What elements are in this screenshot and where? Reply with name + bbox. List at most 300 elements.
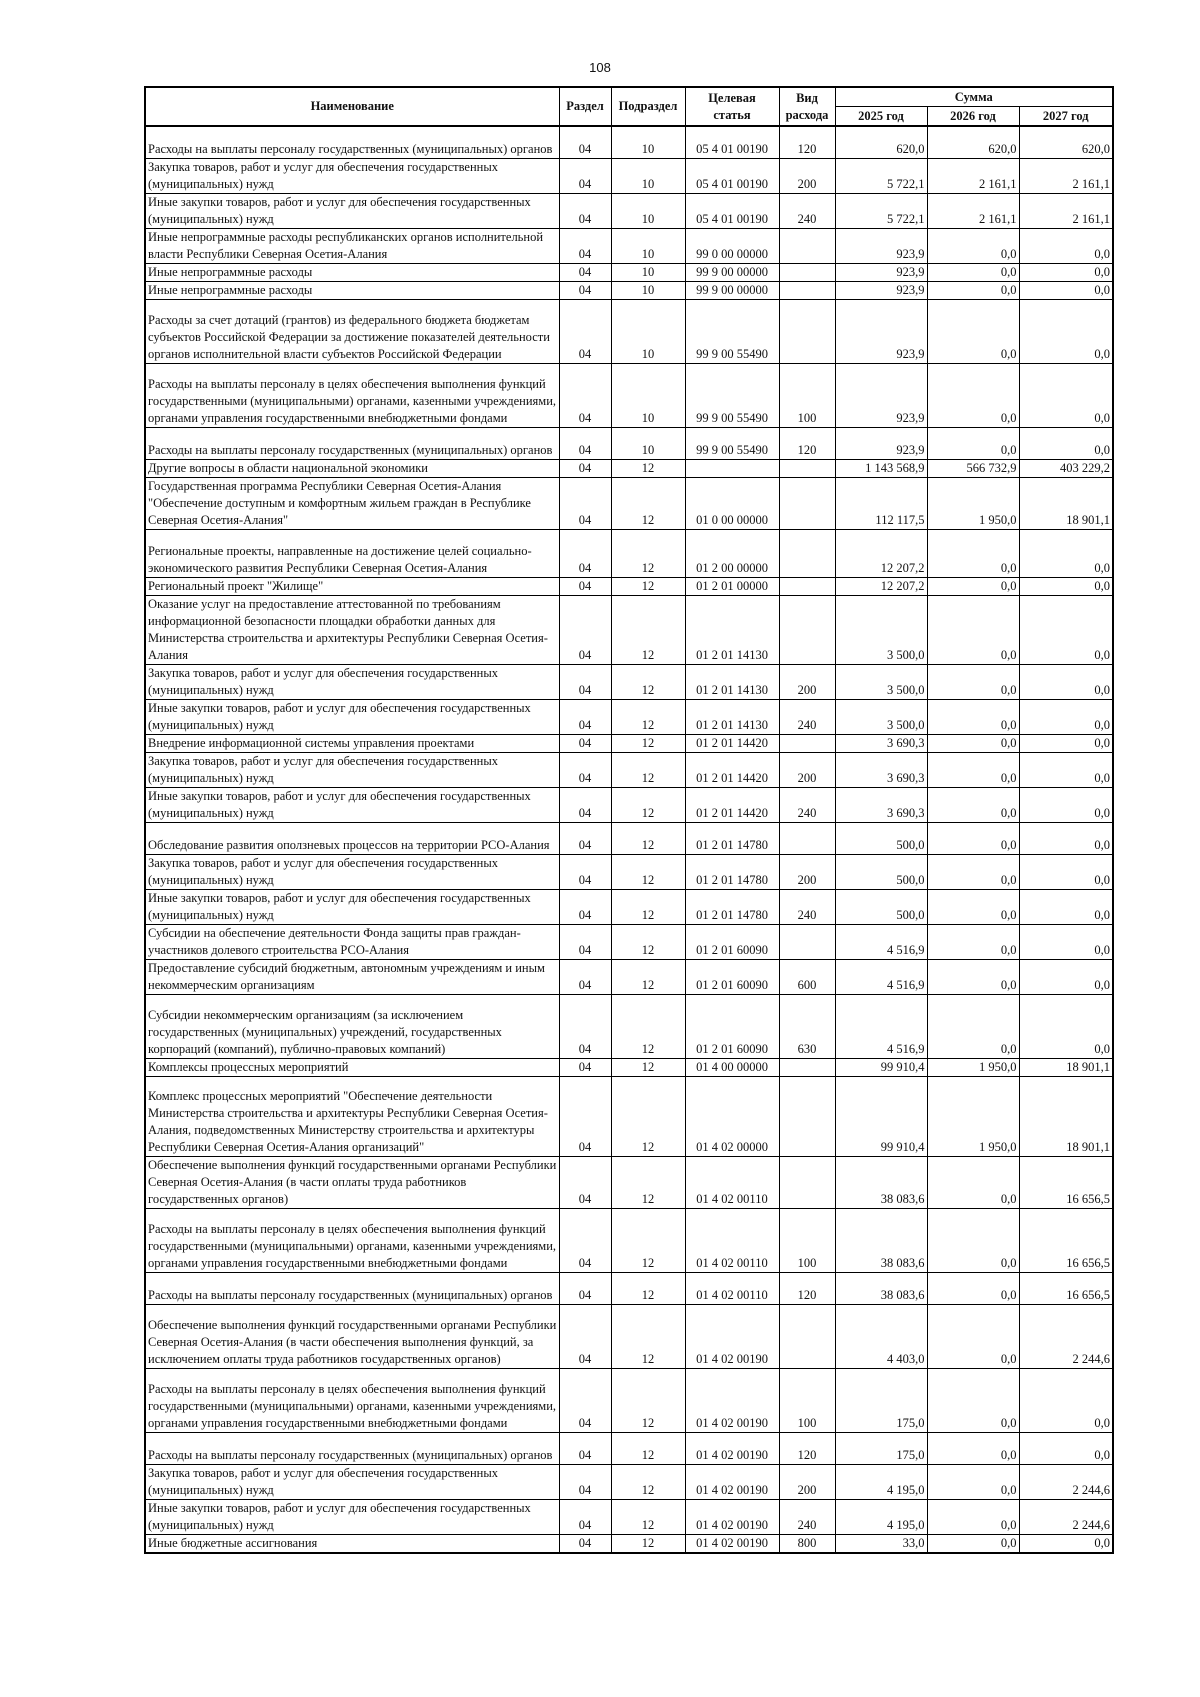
row-amount-2027: 2 161,1 <box>1019 193 1113 228</box>
row-section: 04 <box>559 281 611 299</box>
row-subsection: 12 <box>611 1432 685 1464</box>
row-section: 04 <box>559 822 611 854</box>
row-name: Иные закупки товаров, работ и услуг для обеспечения государственных (муниципальных) нужд <box>145 1499 559 1534</box>
row-kind <box>779 1304 835 1368</box>
row-subsection: 12 <box>611 1464 685 1499</box>
row-kind: 120 <box>779 427 835 459</box>
row-subsection: 12 <box>611 1304 685 1368</box>
row-target: 01 4 02 00190 <box>685 1499 779 1534</box>
row-section: 04 <box>559 595 611 664</box>
row-amount-2026: 0,0 <box>927 228 1019 263</box>
row-subsection: 12 <box>611 1076 685 1156</box>
table-row <box>145 1499 1113 1534</box>
row-section: 04 <box>559 1432 611 1464</box>
row-subsection: 12 <box>611 787 685 822</box>
row-amount-2027: 0,0 <box>1019 734 1113 752</box>
row-kind: 120 <box>779 126 835 158</box>
row-kind <box>779 228 835 263</box>
row-amount-2026: 0,0 <box>927 1432 1019 1464</box>
row-amount-2026: 1 950,0 <box>927 477 1019 529</box>
row-name: Государственная программа Республики Северная Осетия-Алания "Обеспечение доступным и комфортным жильем граждан в Республике Северная Осетия-Алания" <box>145 477 559 529</box>
row-subsection: 12 <box>611 459 685 477</box>
budget-table <box>144 86 1114 1554</box>
row-target: 01 4 02 00190 <box>685 1534 779 1553</box>
row-section: 04 <box>559 126 611 158</box>
table-row <box>145 734 1113 752</box>
table-row <box>145 126 1113 158</box>
table-row <box>145 1464 1113 1499</box>
row-subsection: 10 <box>611 281 685 299</box>
header-name: Наименование <box>145 87 559 126</box>
row-subsection: 12 <box>611 1058 685 1076</box>
table-row <box>145 994 1113 1058</box>
row-name: Обеспечение выполнения функций государственными органами Республики Северная Осетия-Алания (в части обеспечения выполнения функций, за исключением оплаты труда работников государственных органов) <box>145 1304 559 1368</box>
row-subsection: 12 <box>611 1208 685 1272</box>
row-section: 04 <box>559 1272 611 1304</box>
row-subsection: 12 <box>611 822 685 854</box>
row-name: Внедрение информационной системы управления проектами <box>145 734 559 752</box>
row-subsection: 12 <box>611 994 685 1058</box>
row-amount-2026: 0,0 <box>927 699 1019 734</box>
row-amount-2027: 0,0 <box>1019 994 1113 1058</box>
row-target: 99 0 00 00000 <box>685 228 779 263</box>
row-amount-2026: 0,0 <box>927 281 1019 299</box>
row-amount-2027: 2 161,1 <box>1019 158 1113 193</box>
row-target: 01 2 01 14420 <box>685 752 779 787</box>
row-amount-2026: 0,0 <box>927 854 1019 889</box>
row-amount-2026: 1 950,0 <box>927 1076 1019 1156</box>
row-amount-2026: 0,0 <box>927 299 1019 363</box>
header-kind-line2: расхода <box>785 107 829 122</box>
row-kind <box>779 924 835 959</box>
table-row <box>145 1076 1113 1156</box>
row-section: 04 <box>559 1368 611 1432</box>
table-row <box>145 959 1113 994</box>
row-amount-2026: 0,0 <box>927 363 1019 427</box>
header-year-2025: 2025 год <box>835 107 927 127</box>
row-target: 99 9 00 55490 <box>685 363 779 427</box>
row-section: 04 <box>559 299 611 363</box>
row-amount-2027: 0,0 <box>1019 664 1113 699</box>
row-section: 04 <box>559 664 611 699</box>
row-section: 04 <box>559 1208 611 1272</box>
row-amount-2025: 923,9 <box>835 363 927 427</box>
row-amount-2025: 112 117,5 <box>835 477 927 529</box>
row-subsection: 10 <box>611 299 685 363</box>
row-kind: 240 <box>779 699 835 734</box>
table-row <box>145 699 1113 734</box>
row-amount-2025: 12 207,2 <box>835 577 927 595</box>
row-amount-2026: 566 732,9 <box>927 459 1019 477</box>
row-subsection: 12 <box>611 1156 685 1208</box>
row-section: 04 <box>559 854 611 889</box>
table-row <box>145 158 1113 193</box>
row-amount-2026: 1 950,0 <box>927 1058 1019 1076</box>
row-subsection: 12 <box>611 854 685 889</box>
row-amount-2027: 0,0 <box>1019 529 1113 577</box>
row-amount-2025: 3 500,0 <box>835 664 927 699</box>
row-amount-2026: 0,0 <box>927 1499 1019 1534</box>
row-amount-2027: 2 244,6 <box>1019 1304 1113 1368</box>
row-kind: 600 <box>779 959 835 994</box>
row-amount-2027: 2 244,6 <box>1019 1499 1113 1534</box>
row-amount-2025: 175,0 <box>835 1432 927 1464</box>
row-kind: 630 <box>779 994 835 1058</box>
row-name: Закупка товаров, работ и услуг для обеспечения государственных (муниципальных) нужд <box>145 854 559 889</box>
header-target <box>685 87 779 126</box>
row-name: Расходы на выплаты персоналу в целях обеспечения выполнения функций государственными (муниципальными) органами, казенными учреждениями, органами управления государственными внебюджетными фондами <box>145 1208 559 1272</box>
row-amount-2027: 18 901,1 <box>1019 477 1113 529</box>
row-target: 01 4 02 00110 <box>685 1156 779 1208</box>
row-amount-2027: 2 244,6 <box>1019 1464 1113 1499</box>
row-name: Расходы на выплаты персоналу в целях обеспечения выполнения функций государственными (муниципальными) органами, казенными учреждениями, органами управления государственными внебюджетными фондами <box>145 1368 559 1432</box>
table-row <box>145 299 1113 363</box>
row-kind <box>779 577 835 595</box>
row-amount-2027: 0,0 <box>1019 699 1113 734</box>
row-amount-2027: 0,0 <box>1019 924 1113 959</box>
table-row <box>145 595 1113 664</box>
table-row <box>145 1272 1113 1304</box>
row-name: Закупка товаров, работ и услуг для обеспечения государственных (муниципальных) нужд <box>145 752 559 787</box>
row-target: 01 2 01 14780 <box>685 854 779 889</box>
table-row <box>145 529 1113 577</box>
row-name: Другие вопросы в области национальной экономики <box>145 459 559 477</box>
row-kind: 200 <box>779 854 835 889</box>
row-name: Комплексы процессных мероприятий <box>145 1058 559 1076</box>
row-subsection: 12 <box>611 595 685 664</box>
row-kind <box>779 477 835 529</box>
row-name: Расходы на выплаты персоналу государственных (муниципальных) органов <box>145 1272 559 1304</box>
row-amount-2027: 0,0 <box>1019 1368 1113 1432</box>
row-amount-2026: 0,0 <box>927 959 1019 994</box>
row-amount-2025: 923,9 <box>835 281 927 299</box>
row-amount-2026: 0,0 <box>927 1304 1019 1368</box>
row-amount-2026: 0,0 <box>927 924 1019 959</box>
row-amount-2026: 2 161,1 <box>927 193 1019 228</box>
row-subsection: 12 <box>611 1534 685 1553</box>
row-section: 04 <box>559 529 611 577</box>
row-section: 04 <box>559 1076 611 1156</box>
row-amount-2025: 923,9 <box>835 427 927 459</box>
row-kind <box>779 1076 835 1156</box>
row-kind <box>779 281 835 299</box>
row-name: Обеспечение выполнения функций государственными органами Республики Северная Осетия-Алания (в части оплаты труда работников государственных органов) <box>145 1156 559 1208</box>
row-kind: 200 <box>779 752 835 787</box>
row-target: 05 4 01 00190 <box>685 158 779 193</box>
table-row <box>145 854 1113 889</box>
row-amount-2025: 38 083,6 <box>835 1208 927 1272</box>
row-target: 01 2 00 00000 <box>685 529 779 577</box>
row-section: 04 <box>559 959 611 994</box>
row-target: 01 0 00 00000 <box>685 477 779 529</box>
row-section: 04 <box>559 734 611 752</box>
row-kind: 100 <box>779 1368 835 1432</box>
table-row <box>145 889 1113 924</box>
row-target: 99 9 00 00000 <box>685 281 779 299</box>
row-amount-2027: 0,0 <box>1019 427 1113 459</box>
row-subsection: 12 <box>611 752 685 787</box>
row-kind: 100 <box>779 1208 835 1272</box>
row-subsection: 12 <box>611 529 685 577</box>
row-amount-2027: 0,0 <box>1019 595 1113 664</box>
row-amount-2026: 0,0 <box>927 1272 1019 1304</box>
table-row <box>145 477 1113 529</box>
row-name: Расходы на выплаты персоналу государственных (муниципальных) органов <box>145 427 559 459</box>
row-amount-2026: 0,0 <box>927 529 1019 577</box>
row-amount-2025: 3 500,0 <box>835 595 927 664</box>
row-target: 01 2 01 14420 <box>685 787 779 822</box>
row-subsection: 10 <box>611 427 685 459</box>
row-name: Региональный проект "Жилище" <box>145 577 559 595</box>
row-section: 04 <box>559 158 611 193</box>
table-row <box>145 752 1113 787</box>
row-kind: 240 <box>779 787 835 822</box>
header-section: Раздел <box>559 87 611 126</box>
row-amount-2025: 923,9 <box>835 299 927 363</box>
row-amount-2026: 0,0 <box>927 263 1019 281</box>
row-kind: 200 <box>779 664 835 699</box>
row-target: 01 2 01 14420 <box>685 734 779 752</box>
row-amount-2026: 0,0 <box>927 752 1019 787</box>
row-kind: 240 <box>779 1499 835 1534</box>
row-amount-2026: 0,0 <box>927 1156 1019 1208</box>
row-amount-2027: 0,0 <box>1019 822 1113 854</box>
row-amount-2027: 0,0 <box>1019 228 1113 263</box>
table-row <box>145 193 1113 228</box>
row-name: Расходы на выплаты персоналу в целях обеспечения выполнения функций государственными (муниципальными) органами, казенными учреждениями, органами управления государственными внебюджетными фондами <box>145 363 559 427</box>
row-amount-2027: 0,0 <box>1019 854 1113 889</box>
table-row <box>145 1304 1113 1368</box>
table-row <box>145 1368 1113 1432</box>
row-kind <box>779 1058 835 1076</box>
table-row <box>145 1534 1113 1553</box>
row-amount-2027: 0,0 <box>1019 281 1113 299</box>
table-row <box>145 263 1113 281</box>
row-amount-2027: 0,0 <box>1019 1534 1113 1553</box>
row-name: Иные закупки товаров, работ и услуг для обеспечения государственных (муниципальных) нужд <box>145 193 559 228</box>
row-kind <box>779 263 835 281</box>
row-name: Иные закупки товаров, работ и услуг для обеспечения государственных (муниципальных) нужд <box>145 889 559 924</box>
row-section: 04 <box>559 228 611 263</box>
row-target: 05 4 01 00190 <box>685 126 779 158</box>
row-kind: 120 <box>779 1272 835 1304</box>
row-target: 01 4 02 00190 <box>685 1464 779 1499</box>
row-section: 04 <box>559 577 611 595</box>
row-section: 04 <box>559 263 611 281</box>
table-row <box>145 1432 1113 1464</box>
row-subsection: 12 <box>611 1272 685 1304</box>
row-subsection: 10 <box>611 263 685 281</box>
row-section: 04 <box>559 924 611 959</box>
row-amount-2026: 0,0 <box>927 1208 1019 1272</box>
row-target: 01 4 02 00190 <box>685 1432 779 1464</box>
row-target: 01 2 01 00000 <box>685 577 779 595</box>
row-name: Иные непрограммные расходы <box>145 263 559 281</box>
row-target: 01 2 01 14780 <box>685 822 779 854</box>
table-row <box>145 427 1113 459</box>
row-section: 04 <box>559 1464 611 1499</box>
row-section: 04 <box>559 1499 611 1534</box>
row-target: 01 2 01 14130 <box>685 664 779 699</box>
row-target: 99 9 00 00000 <box>685 263 779 281</box>
row-name: Расходы за счет дотаций (грантов) из федерального бюджета бюджетам субъектов Российской Федерации за достижение показателей деятельности органов исполнительной власти субъектов Российской Федерации <box>145 299 559 363</box>
row-amount-2025: 175,0 <box>835 1368 927 1432</box>
row-section: 04 <box>559 1058 611 1076</box>
row-section: 04 <box>559 752 611 787</box>
row-subsection: 10 <box>611 193 685 228</box>
row-target: 01 2 01 60090 <box>685 994 779 1058</box>
row-section: 04 <box>559 1534 611 1553</box>
row-amount-2025: 620,0 <box>835 126 927 158</box>
row-name: Закупка товаров, работ и услуг для обеспечения государственных (муниципальных) нужд <box>145 664 559 699</box>
row-amount-2025: 4 195,0 <box>835 1464 927 1499</box>
table-body <box>145 126 1113 1553</box>
row-amount-2026: 0,0 <box>927 787 1019 822</box>
row-amount-2025: 4 403,0 <box>835 1304 927 1368</box>
row-amount-2026: 2 161,1 <box>927 158 1019 193</box>
row-amount-2026: 0,0 <box>927 1464 1019 1499</box>
row-subsection: 12 <box>611 959 685 994</box>
row-section: 04 <box>559 699 611 734</box>
row-amount-2025: 500,0 <box>835 822 927 854</box>
row-amount-2025: 923,9 <box>835 263 927 281</box>
table-row <box>145 577 1113 595</box>
row-amount-2025: 1 143 568,9 <box>835 459 927 477</box>
table-row <box>145 363 1113 427</box>
row-subsection: 10 <box>611 228 685 263</box>
row-kind: 800 <box>779 1534 835 1553</box>
table-row <box>145 459 1113 477</box>
row-amount-2025: 923,9 <box>835 228 927 263</box>
row-target: 99 9 00 55490 <box>685 299 779 363</box>
row-amount-2025: 99 910,4 <box>835 1076 927 1156</box>
row-kind <box>779 459 835 477</box>
row-target <box>685 459 779 477</box>
row-amount-2025: 3 690,3 <box>835 734 927 752</box>
row-target: 01 2 01 14780 <box>685 889 779 924</box>
row-name: Иные закупки товаров, работ и услуг для обеспечения государственных (муниципальных) нужд <box>145 787 559 822</box>
header-target-line1: Целевая <box>708 90 756 105</box>
header-target-line2: статья <box>713 107 751 122</box>
row-amount-2025: 3 500,0 <box>835 699 927 734</box>
row-name: Закупка товаров, работ и услуг для обеспечения государственных (муниципальных) нужд <box>145 1464 559 1499</box>
row-target: 01 4 00 00000 <box>685 1058 779 1076</box>
row-target: 05 4 01 00190 <box>685 193 779 228</box>
row-name: Иные бюджетные ассигнования <box>145 1534 559 1553</box>
table-row <box>145 924 1113 959</box>
row-target: 01 2 01 60090 <box>685 924 779 959</box>
row-amount-2025: 33,0 <box>835 1534 927 1553</box>
row-kind: 120 <box>779 1432 835 1464</box>
row-target: 01 4 02 00190 <box>685 1368 779 1432</box>
row-name: Региональные проекты, направленные на достижение целей социально-экономического развития Республики Северная Осетия-Алания <box>145 529 559 577</box>
row-name: Оказание услуг на предоставление аттестованной по требованиям информационной безопасности площадки обработки данных для Министерства строительства и архитектуры Республики Северная Осетия-Алания <box>145 595 559 664</box>
row-subsection: 10 <box>611 363 685 427</box>
row-amount-2025: 38 083,6 <box>835 1272 927 1304</box>
row-amount-2025: 5 722,1 <box>835 193 927 228</box>
row-amount-2026: 0,0 <box>927 822 1019 854</box>
row-subsection: 12 <box>611 699 685 734</box>
row-name: Комплекс процессных мероприятий "Обеспечение деятельности Министерства строительства и архитектуры Республики Северная Осетия-Алания, подведомственных Министерству строительства и архитектуры Республики Северная Осетия-Алания организаций" <box>145 1076 559 1156</box>
row-target: 01 4 02 00190 <box>685 1304 779 1368</box>
table-row <box>145 228 1113 263</box>
row-section: 04 <box>559 1156 611 1208</box>
row-target: 01 2 01 14130 <box>685 595 779 664</box>
row-amount-2025: 99 910,4 <box>835 1058 927 1076</box>
row-name: Расходы на выплаты персоналу государственных (муниципальных) органов <box>145 126 559 158</box>
row-amount-2026: 0,0 <box>927 595 1019 664</box>
row-kind: 240 <box>779 889 835 924</box>
row-name: Субсидии некоммерческим организациям (за исключением государственных (муниципальных) учреждений, государственных корпораций (компаний), публично-правовых компаний) <box>145 994 559 1058</box>
row-amount-2026: 0,0 <box>927 577 1019 595</box>
row-target: 01 2 01 60090 <box>685 959 779 994</box>
row-kind <box>779 1156 835 1208</box>
header-kind <box>779 87 835 126</box>
header-kind-line1: Вид <box>796 90 818 105</box>
row-section: 04 <box>559 459 611 477</box>
row-subsection: 12 <box>611 664 685 699</box>
table-row <box>145 1058 1113 1076</box>
row-amount-2025: 3 690,3 <box>835 787 927 822</box>
row-target: 01 2 01 14130 <box>685 699 779 734</box>
row-amount-2026: 0,0 <box>927 664 1019 699</box>
row-target: 01 4 02 00110 <box>685 1208 779 1272</box>
page-number: 108 <box>589 60 611 75</box>
row-amount-2025: 500,0 <box>835 889 927 924</box>
row-amount-2027: 0,0 <box>1019 787 1113 822</box>
row-name: Иные непрограммные расходы республиканских органов исполнительной власти Республики Северная Осетия-Алания <box>145 228 559 263</box>
table-row <box>145 1156 1113 1208</box>
table-row <box>145 664 1113 699</box>
row-kind <box>779 822 835 854</box>
row-section: 04 <box>559 994 611 1058</box>
row-amount-2026: 620,0 <box>927 126 1019 158</box>
row-name: Иные закупки товаров, работ и услуг для обеспечения государственных (муниципальных) нужд <box>145 699 559 734</box>
row-target: 01 4 02 00000 <box>685 1076 779 1156</box>
row-amount-2027: 620,0 <box>1019 126 1113 158</box>
row-amount-2027: 16 656,5 <box>1019 1156 1113 1208</box>
table-row <box>145 1208 1113 1272</box>
row-kind <box>779 529 835 577</box>
row-subsection: 10 <box>611 158 685 193</box>
row-amount-2025: 500,0 <box>835 854 927 889</box>
row-amount-2025: 5 722,1 <box>835 158 927 193</box>
row-amount-2026: 0,0 <box>927 889 1019 924</box>
row-kind <box>779 299 835 363</box>
row-amount-2026: 0,0 <box>927 994 1019 1058</box>
row-subsection: 12 <box>611 477 685 529</box>
row-amount-2027: 0,0 <box>1019 752 1113 787</box>
row-amount-2026: 0,0 <box>927 427 1019 459</box>
row-section: 04 <box>559 889 611 924</box>
row-kind: 100 <box>779 363 835 427</box>
row-section: 04 <box>559 193 611 228</box>
row-section: 04 <box>559 787 611 822</box>
row-section: 04 <box>559 363 611 427</box>
row-target: 99 9 00 55490 <box>685 427 779 459</box>
row-subsection: 10 <box>611 126 685 158</box>
row-amount-2026: 0,0 <box>927 734 1019 752</box>
row-amount-2026: 0,0 <box>927 1534 1019 1553</box>
row-subsection: 12 <box>611 734 685 752</box>
row-amount-2027: 18 901,1 <box>1019 1058 1113 1076</box>
row-name: Закупка товаров, работ и услуг для обеспечения государственных (муниципальных) нужд <box>145 158 559 193</box>
row-amount-2027: 18 901,1 <box>1019 1076 1113 1156</box>
row-amount-2025: 12 207,2 <box>835 529 927 577</box>
row-amount-2025: 4 516,9 <box>835 959 927 994</box>
row-amount-2025: 4 516,9 <box>835 924 927 959</box>
row-amount-2027: 0,0 <box>1019 263 1113 281</box>
